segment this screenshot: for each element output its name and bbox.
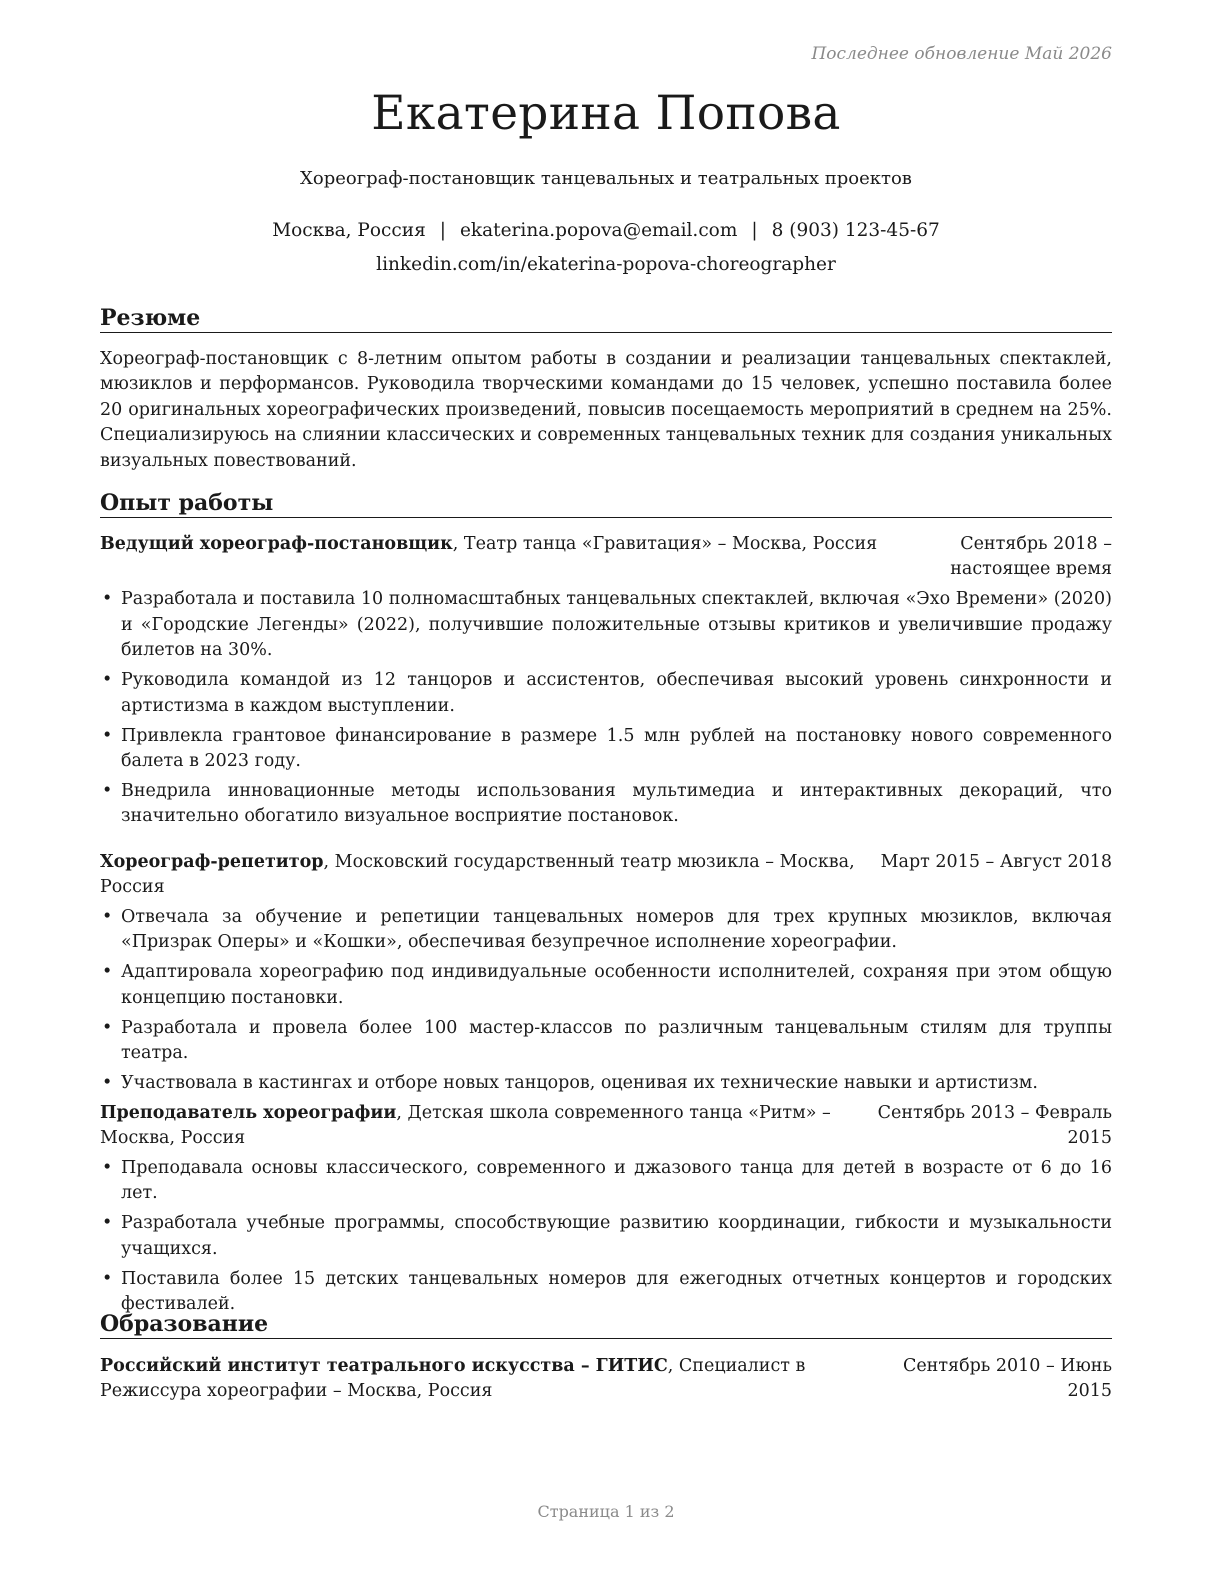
resume-page (100, 0, 1112, 1584)
job-entry (100, 1101, 1112, 1322)
job-header (100, 532, 1112, 580)
job-bullet: • Участвовала в кастингах и отборе новых танцоров, оценивая их технические навыки и артистизм. (102, 1073, 1038, 1094)
linkedin-link[interactable]: linkedin.com/in/ekaterina-popova-choreographer (376, 254, 836, 275)
job-role: Преподаватель хореографии (100, 1103, 397, 1123)
candidate-name: Екатерина Попова (371, 86, 841, 141)
section-title-education: Образование (100, 1311, 1112, 1339)
job-place: , Детская школа современного танца «Ритм» – Москва, Россия (100, 1103, 831, 1149)
section-title-summary: Резюме (100, 305, 1112, 333)
education-dates: Сентябрь 2010 – Июнь 2015 (902, 1356, 1112, 1402)
job-bullet: • Руководила командой из 12 танцоров и ассистентов, обеспечивая высокий уровень синхронности и артистизма в каждом выступлении. (102, 670, 1112, 716)
job-role: Ведущий хореограф-постановщик (100, 534, 453, 554)
job-dates: Сентябрь 2018 – настоящее время (950, 534, 1112, 580)
page-number: Страница 1 из 2 (537, 1502, 675, 1521)
job-dates: Март 2015 – Август 2018 (880, 852, 1112, 872)
job-header (100, 1101, 1112, 1152)
phone-number: 8 (903) 123-45-67 (771, 220, 940, 241)
education-degree: , Специалист в Режиссура хореографии – Москва, Россия (100, 1356, 806, 1402)
job-bullet: • Разработала и поставила 10 полномасштабных танцевальных спектаклей, включая «Эхо Времени» (2020) и «Городские Легенды» (2022), получившие положительные отзывы критиков и увеличившие продажу билетов на 30%. (102, 589, 1112, 661)
education-entry (100, 1354, 1112, 1405)
location: Москва, Россия (272, 220, 426, 241)
job-bullet: • Разработала и провела более 100 мастер-классов по различным танцевальным стилям для труппы театра. (102, 1017, 1112, 1064)
contact-separator: | (439, 220, 446, 241)
job-dates: Сентябрь 2013 – Февраль 2015 (877, 1103, 1112, 1149)
candidate-tagline: Хореограф-постановщик танцевальных и театральных проектов (300, 168, 912, 189)
job-bullets (100, 905, 1112, 1097)
job-entry (100, 850, 1112, 1101)
contact-line (100, 220, 1112, 241)
job-place: , Московский государственный театр мюзикла – Москва, Россия (100, 852, 855, 898)
job-bullet: • Отвечала за обучение и репетиции танцевальных номеров для трех крупных мюзиклов, включая «Призрак Оперы» и «Кошки», обеспечивая безупречное исполнение хореографии. (102, 906, 1112, 953)
job-header (100, 850, 1112, 901)
section-title-experience: Опыт работы (100, 490, 1112, 518)
last-updated: Последнее обновление Май 2026 (811, 44, 1112, 64)
job-role: Хореограф-репетитор (100, 852, 324, 872)
job-entry (100, 532, 1112, 834)
job-bullet: • Адаптировала хореографию под индивидуальные особенности исполнителей, сохраняя при этом общую концепцию постановки. (102, 962, 1112, 1008)
job-bullet: • Разработала учебные программы, способствующие развитию координации, гибкости и музыкальности учащихся. (102, 1213, 1112, 1259)
job-bullets (100, 587, 1112, 829)
summary-text: Хореограф-постановщик с 8-летним опытом работы в создании и реализации танцевальных спектаклей, мюзиклов и перформансов. Руководила творческими командами до 15 человек, успешно поставила более 20 оригинальных хореографических произведений, повысив посещаемость мероприятий в среднем на 25%. Специализируюсь на слиянии классических и современных танцевальных техник для создания уникальных визуальных повествований. (100, 349, 1112, 471)
education-header (100, 1354, 1112, 1405)
job-bullet: • Внедрила инновационные методы использования мультимедиа и интерактивных декораций, что значительно обогатило визуальное восприятие постановок. (102, 781, 1112, 827)
job-place: , Театр танца «Гравитация» – Москва, Россия (452, 534, 878, 554)
education-school: Российский институт театрального искусства – ГИТИС (100, 1356, 668, 1376)
job-bullet: • Поставила более 15 детских танцевальных номеров для ежегодных отчетных концертов и городских фестивалей. (102, 1268, 1112, 1315)
contact-separator: | (751, 220, 758, 241)
job-bullet: • Привлекла грантовое финансирование в размере 1.5 млн рублей на постановку нового современного балета в 2023 году. (102, 725, 1112, 772)
job-bullet: • Преподавала основы классического, современного и джазового танца для детей в возрасте от 6 до 16 лет. (102, 1157, 1112, 1204)
email-link[interactable]: ekaterina.popova@email.com (459, 220, 738, 241)
job-bullets (100, 1156, 1112, 1318)
